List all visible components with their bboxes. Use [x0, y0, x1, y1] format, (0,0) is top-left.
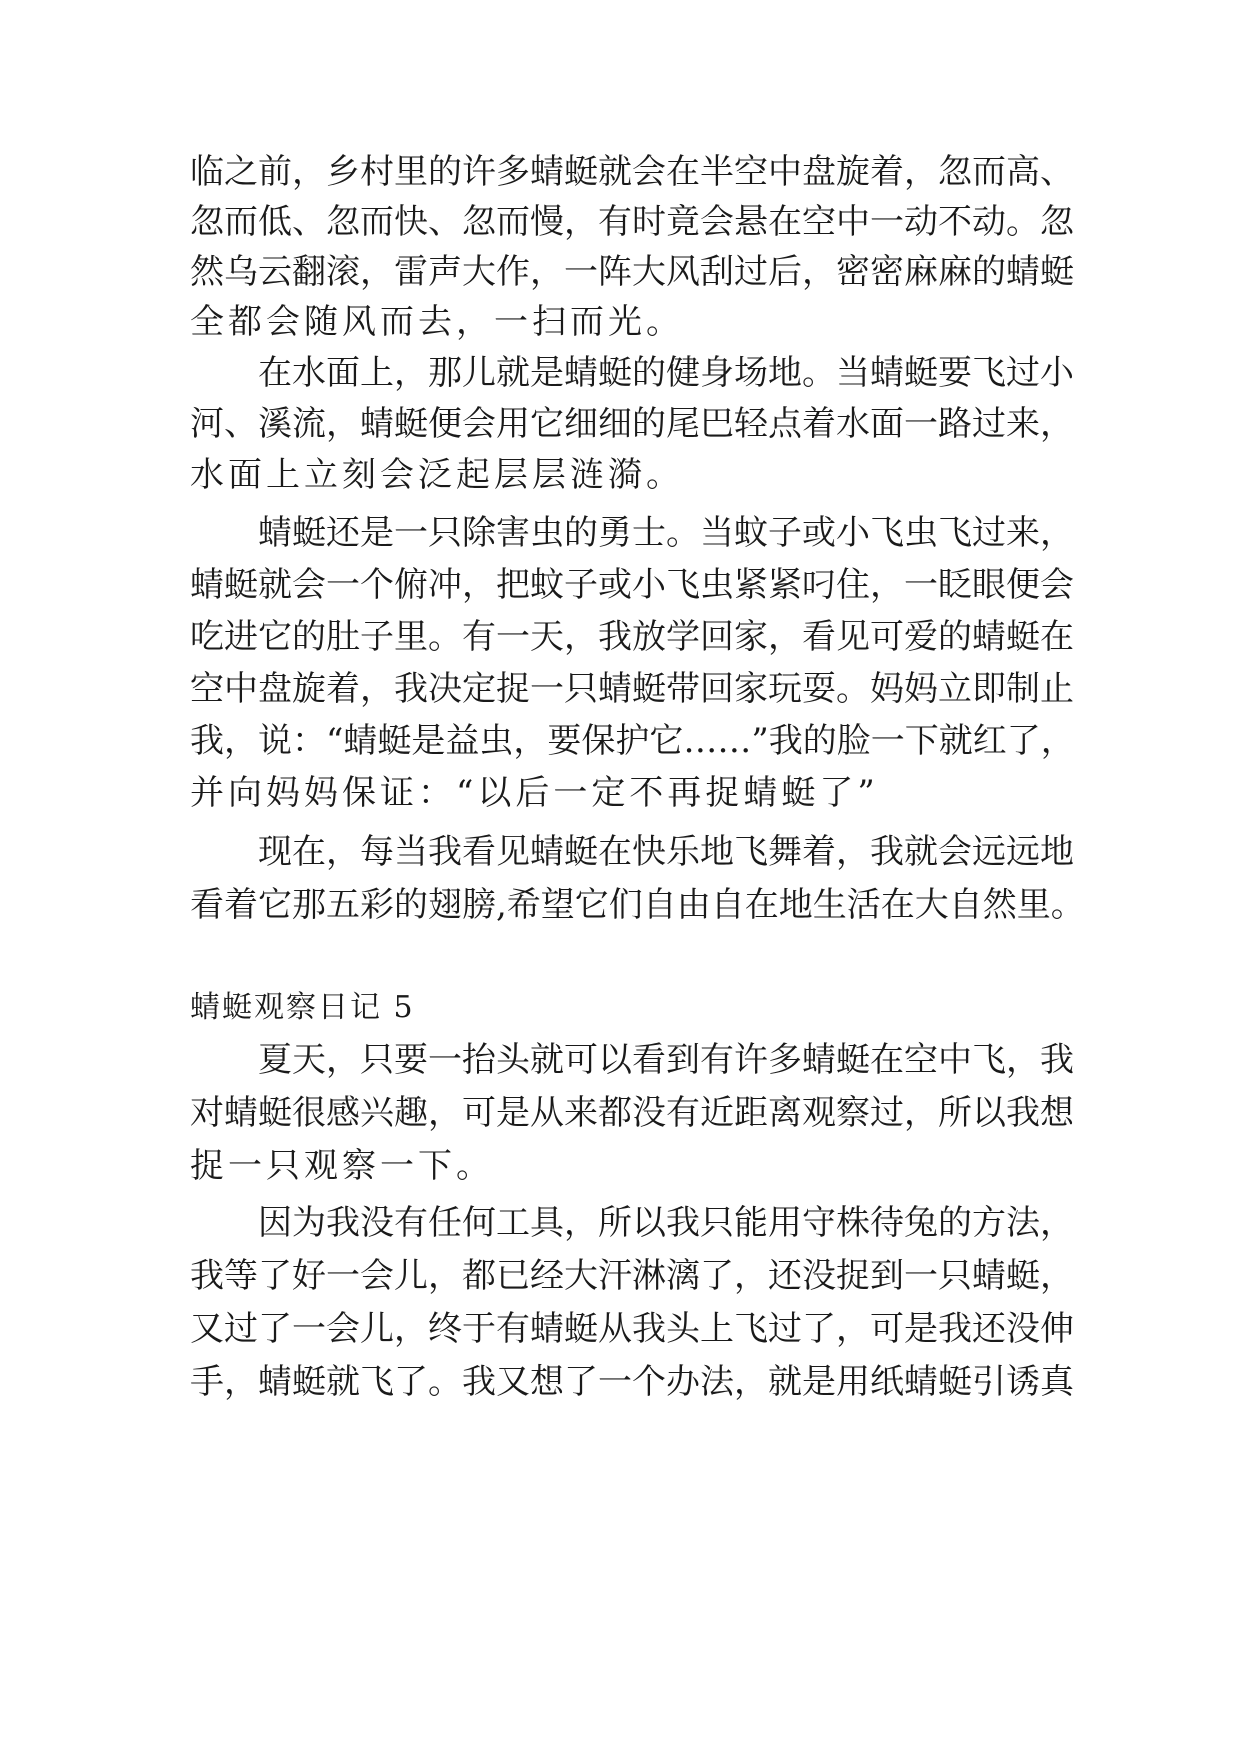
- paragraph-line: 忽而低、忽而快、忽而慢，有时竟会悬在空中一动不动。忽: [190, 202, 1074, 242]
- paragraph-line: 水面上立刻会泛起层层涟漪。: [190, 455, 684, 495]
- paragraph-line: 蜻蜓就会一个俯冲，把蚊子或小飞虫紧紧叼住，一眨眼便会: [190, 565, 1074, 605]
- paragraph-line: 河、溪流，蜻蜓便会用它细细的尾巴轻点着水面一路过来，: [190, 404, 1074, 444]
- paragraph-line: 夏天，只要一抬头就可以看到有许多蜻蜓在空中飞，我: [258, 1040, 1074, 1080]
- paragraph-line: 吃进它的肚子里。有一天，我放学回家，看见可爱的蜻蜓在: [190, 617, 1074, 657]
- section-title: 蜻蜓观察日记 5: [190, 990, 415, 1025]
- paragraph-line: 对蜻蜓很感兴趣，可是从来都没有近距离观察过，所以我想: [190, 1093, 1074, 1133]
- paragraph-line: 因为我没有任何工具，所以我只能用守株待兔的方法，: [258, 1203, 1074, 1243]
- paragraph-line: 临之前，乡村里的许多蜻蜓就会在半空中盘旋着，忽而高、: [190, 152, 1074, 192]
- paragraph-line: 在水面上，那儿就是蜻蜓的健身场地。当蜻蜓要飞过小: [258, 353, 1074, 393]
- paragraph-line: 手，蜻蜓就飞了。我又想了一个办法，就是用纸蜻蜓引诱真: [190, 1362, 1074, 1402]
- paragraph-line: 又过了一会儿，终于有蜻蜓从我头上飞过了，可是我还没伸: [190, 1309, 1074, 1349]
- paragraph-line: 我等了好一会儿，都已经大汗淋漓了，还没捉到一只蜻蜓，: [190, 1256, 1074, 1296]
- paragraph-line: 现在，每当我看见蜻蜓在快乐地飞舞着，我就会远远地: [258, 832, 1074, 872]
- paragraph-line: 然乌云翻滚，雷声大作，一阵大风刮过后，密密麻麻的蜻蜓: [190, 252, 1074, 292]
- paragraph-line: 空中盘旋着，我决定捉一只蜻蜓带回家玩耍。妈妈立即制止: [190, 669, 1074, 709]
- paragraph-line: 蜻蜓还是一只除害虫的勇士。当蚊子或小飞虫飞过来，: [258, 513, 1074, 553]
- paragraph-line: 捉一只观察一下。: [190, 1146, 494, 1186]
- paragraph-line: 我，说：“蜻蜓是益虫，要保护它……”我的脸一下就红了，: [190, 721, 1075, 761]
- paragraph-line: 看着它那五彩的翅膀,希望它们自由自在地生活在大自然里。: [190, 885, 1085, 925]
- paragraph-line: 全都会随风而去，一扫而光。: [190, 302, 684, 342]
- paragraph-line: 并向妈妈保证：“以后一定不再捉蜻蜓了”: [190, 773, 879, 813]
